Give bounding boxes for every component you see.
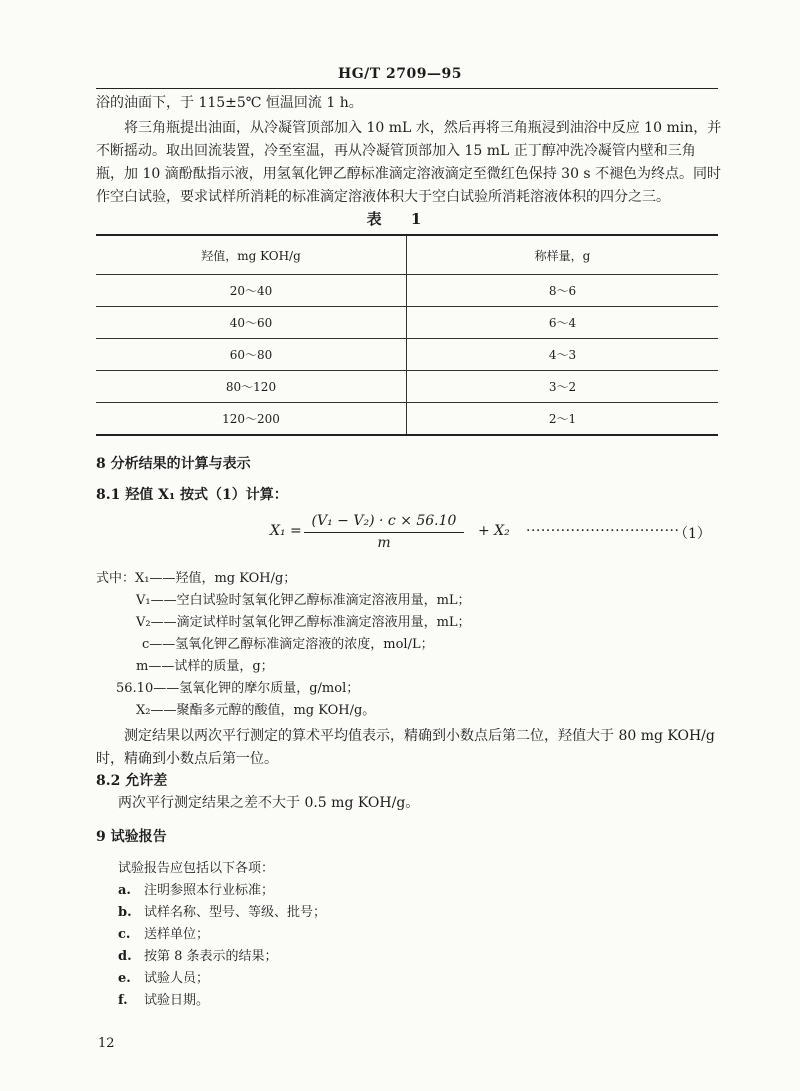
list-item bbox=[118, 968, 326, 990]
table-header-row bbox=[96, 235, 718, 275]
table-cell: 40～60 bbox=[96, 307, 407, 339]
table-caption: 表 1 bbox=[366, 210, 434, 228]
table-cell: 80～120 bbox=[96, 371, 407, 403]
table-cell: 2～1 bbox=[407, 403, 719, 436]
list-item-text: 注明参照本行业标准； bbox=[144, 883, 275, 898]
sample-mass-table bbox=[96, 234, 718, 436]
variable-def: V₁——空白试验时氢氧化钾乙醇标准滴定溶液用量，mL； bbox=[136, 593, 471, 608]
list-item bbox=[118, 924, 326, 946]
table-cell: 60～80 bbox=[96, 339, 407, 371]
variable-def: 56.10——氢氧化钾的摩尔质量，g/mol； bbox=[116, 681, 360, 696]
table-cell: 3～2 bbox=[407, 371, 719, 403]
table-cell: 4～3 bbox=[407, 339, 719, 371]
paragraph-tolerance: 两次平行测定结果之差不大于 0.5 mg KOH/g。 bbox=[118, 795, 420, 811]
header-standard-code: HG/T 2709—95 bbox=[337, 66, 463, 82]
section-8-title: 8 分析结果的计算与表示 bbox=[96, 456, 251, 472]
paragraph-procedure: 将三角瓶提出油面，从冷凝管顶部加入 10 mL 水，然后再将三角瓶浸到油浴中反应 10 min，并不断摇动。取出回流装置，冷至室温，再从冷凝管顶部加入 15 mL 正丁醇冲洗冷凝管内壁和三角瓶，加 10 滴酚酞指示液，用氢氧化钾乙醇标准滴定溶液滴定至微红色保持 30 s 不褪色为终点。同时作空白试验，要求试样所消耗的标准滴定溶液体积大于空白试验所消耗溶液体积的四分之三。 bbox=[96, 120, 722, 205]
table-row bbox=[96, 275, 718, 307]
formula-leader-dots: ······························· bbox=[526, 523, 680, 539]
list-item-label: d. bbox=[118, 949, 132, 964]
list-item-text: 按第 8 条表示的结果； bbox=[144, 949, 278, 964]
list-item-label: e. bbox=[118, 971, 131, 986]
list-item bbox=[118, 946, 326, 968]
formula-denominator: m bbox=[377, 535, 391, 551]
fraction-bar bbox=[304, 532, 464, 533]
section-8-2-title: 8.2 允许差 bbox=[96, 773, 168, 789]
page-number: 12 bbox=[98, 1036, 115, 1051]
header-rule bbox=[96, 88, 718, 89]
table-header-hydroxyl: 羟值，mg KOH/g bbox=[96, 235, 407, 275]
paragraph-result-precision: 测定结果以两次平行测定的算术平均值表示，精确到小数点后第二位，羟值大于 80 mg KOH/g 时，精确到小数点后第一位。 bbox=[96, 728, 715, 767]
table-row bbox=[96, 403, 718, 436]
variable-def: V₂——滴定试样时氢氧化钾乙醇标准滴定溶液用量，mL； bbox=[136, 615, 471, 630]
list-item-text: 送样单位； bbox=[144, 927, 210, 942]
table-row bbox=[96, 371, 718, 403]
section-8-1-title: 8.1 羟值 X₁ 按式（1）计算： bbox=[96, 487, 288, 503]
section-9-title: 9 试验报告 bbox=[96, 829, 167, 845]
report-intro: 试验报告应包括以下各项： bbox=[118, 861, 275, 876]
table-cell: 8～6 bbox=[407, 275, 719, 307]
variable-def: 式中：X₁——羟值，mg KOH/g； bbox=[96, 571, 297, 586]
table-cell: 6～4 bbox=[407, 307, 719, 339]
variable-def: m——试样的质量，g； bbox=[136, 659, 274, 674]
formula-numerator: (V₁ − V₂) · c × 56.10 bbox=[311, 513, 457, 529]
report-items bbox=[118, 880, 326, 1012]
list-item-text: 试样名称、型号、等级、批号； bbox=[144, 905, 327, 920]
variable-list bbox=[96, 568, 471, 722]
variable-def: c——氢氧化钾乙醇标准滴定溶液的浓度，mol/L； bbox=[142, 637, 434, 652]
list-item-label: c. bbox=[118, 927, 131, 942]
list-item-label: a. bbox=[118, 883, 131, 898]
list-item-label: b. bbox=[118, 905, 132, 920]
paragraph-reflux: 浴的油面下，于 115±5℃ 恒温回流 1 h。 bbox=[96, 95, 363, 111]
table-cell: 20～40 bbox=[96, 275, 407, 307]
variable-def: X₂——聚酯多元醇的酸值，mg KOH/g。 bbox=[136, 703, 376, 718]
formula-lhs: X₁ = bbox=[270, 523, 302, 539]
formula-number: （1） bbox=[674, 526, 711, 542]
table-header-mass: 称样量，g bbox=[407, 235, 719, 275]
list-item-text: 试验人员； bbox=[144, 971, 210, 986]
formula-rhs: + X₂ bbox=[478, 523, 510, 539]
table-cell: 120～200 bbox=[96, 403, 407, 436]
list-item bbox=[118, 902, 326, 924]
list-item-text: 试验日期。 bbox=[144, 993, 210, 1008]
list-item bbox=[118, 990, 326, 1012]
list-item-label: f. bbox=[118, 993, 128, 1008]
list-item bbox=[118, 880, 326, 902]
formula-1 bbox=[270, 513, 720, 557]
table-row bbox=[96, 339, 718, 371]
table-row bbox=[96, 307, 718, 339]
